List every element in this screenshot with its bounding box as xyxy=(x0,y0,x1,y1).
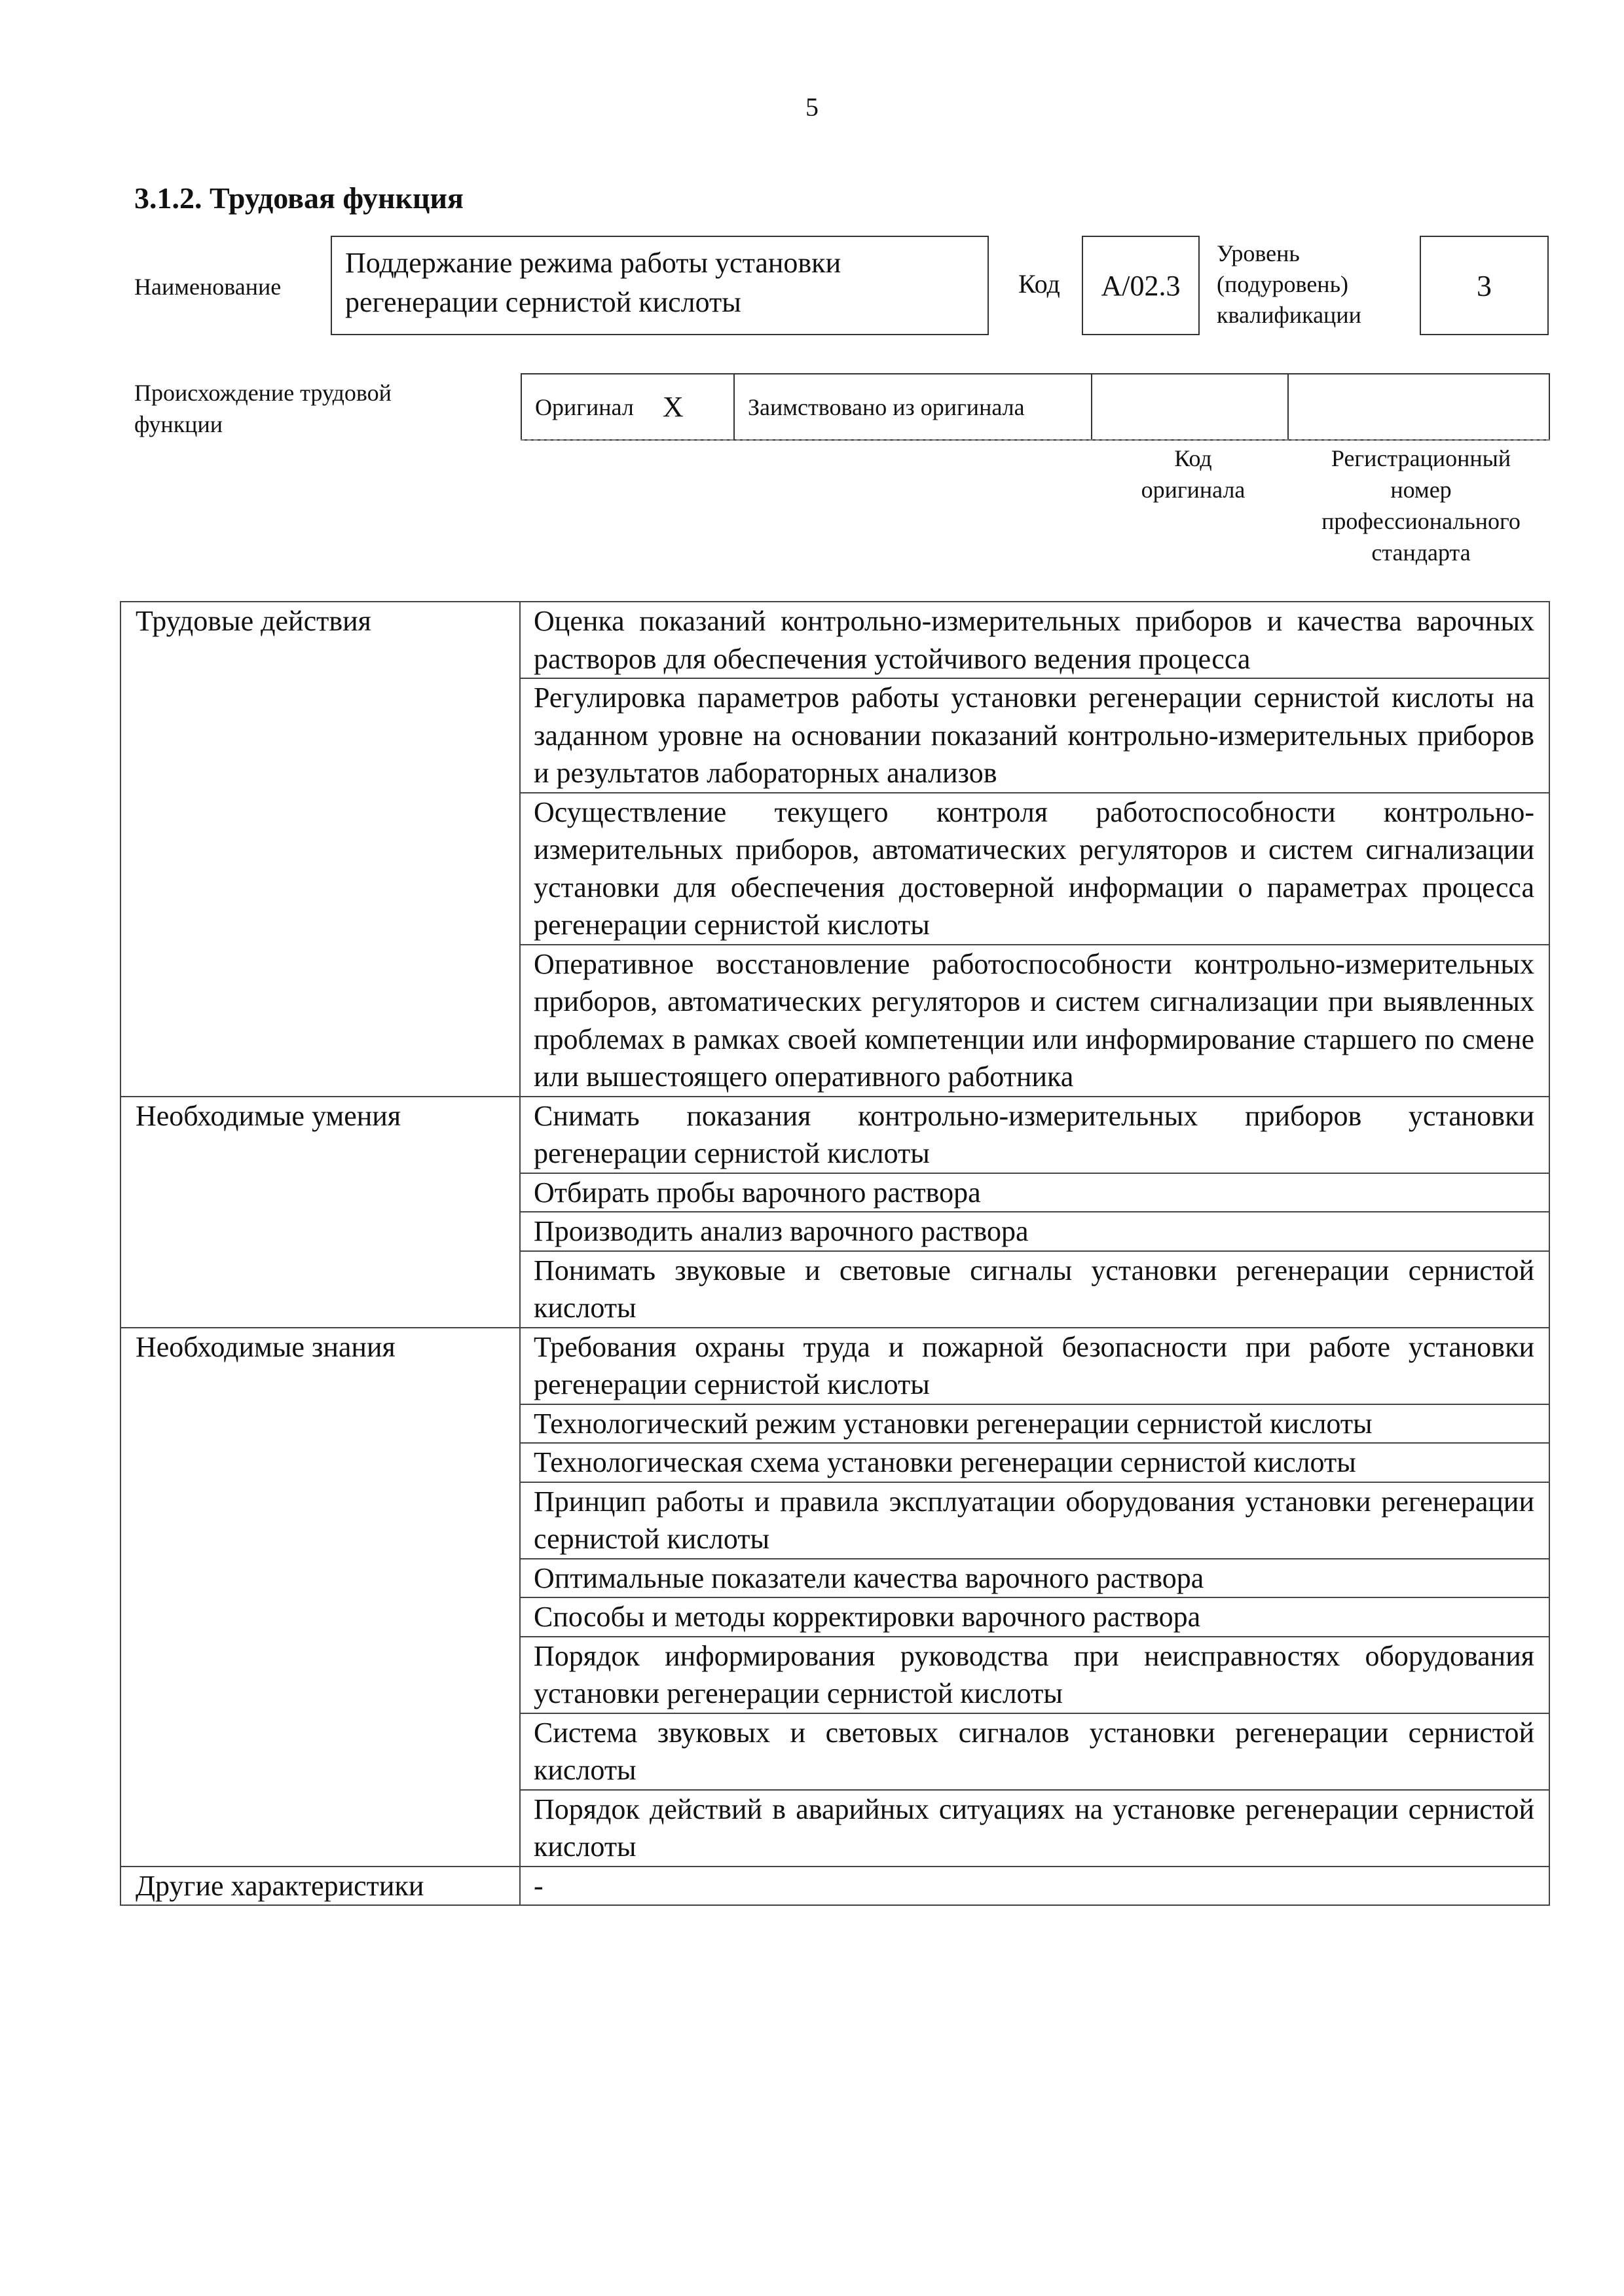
category-cell: Необходимые умения xyxy=(120,1097,520,1328)
item-cell: - xyxy=(520,1867,1549,1906)
item-cell: Осуществление текущего контроля работоспособности контрольно-измерительных приборов, автоматических регуляторов и систем сигнализации установки для обеспечения достоверной информации о параметрах процесса регенерации сернистой кислоты xyxy=(520,793,1549,945)
item-cell: Регулировка параметров работы установки регенерации сернистой кислоты на заданном уровне на основании показаний контрольно-измерительных приборов и результатов лабораторных анализов xyxy=(520,678,1549,793)
registration-number-caption xyxy=(1293,443,1549,568)
item-cell: Принцип работы и правила эксплуатации оборудования установки регенерации сернистой кислоты xyxy=(520,1482,1549,1559)
table-row xyxy=(120,602,1549,678)
level-label-line: (подуровень) xyxy=(1217,271,1348,297)
item-cell: Порядок информирования руководства при неисправностях оборудования установки регенерации сернистой кислоты xyxy=(520,1637,1549,1713)
level-value-box: 3 xyxy=(1420,236,1549,335)
origin-label-line: функции xyxy=(134,411,223,437)
caption-line: Регистрационный xyxy=(1331,445,1511,471)
category-cell: Необходимые знания xyxy=(120,1328,520,1867)
caption-line: оригинала xyxy=(1141,477,1246,503)
original-cell xyxy=(522,374,735,439)
item-cell: Отбирать пробы варочного раствора xyxy=(520,1173,1549,1212)
caption-line: номер xyxy=(1390,477,1452,503)
origin-label-line: Происхождение трудовой xyxy=(134,380,392,406)
origin-label xyxy=(134,377,392,440)
level-label-line: квалификации xyxy=(1217,302,1361,328)
item-cell: Оценка показаний контрольно-измерительных приборов и качества варочных растворов для обеспечения устойчивого ведения процесса xyxy=(520,602,1549,678)
category-cell: Другие характеристики xyxy=(120,1867,520,1906)
caption-line: стандарта xyxy=(1371,539,1471,566)
caption-line: Код xyxy=(1174,445,1212,471)
original-label: Оригинал xyxy=(535,393,634,420)
table-row xyxy=(120,1867,1549,1906)
level-label-line: Уровень xyxy=(1217,240,1300,266)
level-label xyxy=(1217,238,1361,331)
category-cell: Трудовые действия xyxy=(120,602,520,1097)
original-code-caption xyxy=(1095,443,1291,505)
code-label: Код xyxy=(1018,269,1060,299)
original-code-cell xyxy=(1092,374,1289,439)
item-cell: Снимать показания контрольно-измерительных приборов установки регенерации сернистой кислоты xyxy=(520,1097,1549,1173)
origin-row xyxy=(521,373,1550,441)
name-label: Наименование xyxy=(134,274,282,300)
function-details-table xyxy=(120,601,1550,1906)
item-cell: Система звуковых и световых сигналов установки регенерации сернистой кислоты xyxy=(520,1713,1549,1790)
item-cell: Оперативное восстановление работоспособности контрольно-измерительных приборов, автоматических регуляторов и систем сигнализации при выявленных проблемах в рамках своей компетенции или информирование старшего по смене или вышестоящего оперативного работника xyxy=(520,945,1549,1097)
origin-divider xyxy=(521,439,1550,441)
caption-line: профессионального xyxy=(1321,508,1521,534)
function-name-box: Поддержание режима работы установки регенерации сернистой кислоты xyxy=(331,236,989,335)
table-row xyxy=(120,1328,1549,1404)
item-cell: Производить анализ варочного раствора xyxy=(520,1212,1549,1251)
item-cell: Понимать звуковые и световые сигналы установки регенерации сернистой кислоты xyxy=(520,1251,1549,1328)
borrowed-cell xyxy=(735,374,1092,439)
code-value-box: А/02.3 xyxy=(1082,236,1200,335)
item-cell: Технологический режим установки регенерации сернистой кислоты xyxy=(520,1404,1549,1444)
borrowed-label: Заимствовано из оригинала xyxy=(748,393,1025,420)
section-title: 3.1.2. Трудовая функция xyxy=(134,181,464,215)
item-cell: Требования охраны труда и пожарной безопасности при работе установки регенерации сернистой кислоты xyxy=(520,1328,1549,1404)
table-row xyxy=(120,1097,1549,1173)
item-cell: Порядок действий в аварийных ситуациях на установке регенерации сернистой кислоты xyxy=(520,1790,1549,1867)
item-cell: Способы и методы корректировки варочного раствора xyxy=(520,1597,1549,1637)
item-cell: Оптимальные показатели качества варочного раствора xyxy=(520,1559,1549,1598)
registration-number-cell xyxy=(1289,374,1549,439)
original-mark: X xyxy=(662,391,684,423)
item-cell: Технологическая схема установки регенерации сернистой кислоты xyxy=(520,1443,1549,1482)
page-number: 5 xyxy=(805,92,819,122)
